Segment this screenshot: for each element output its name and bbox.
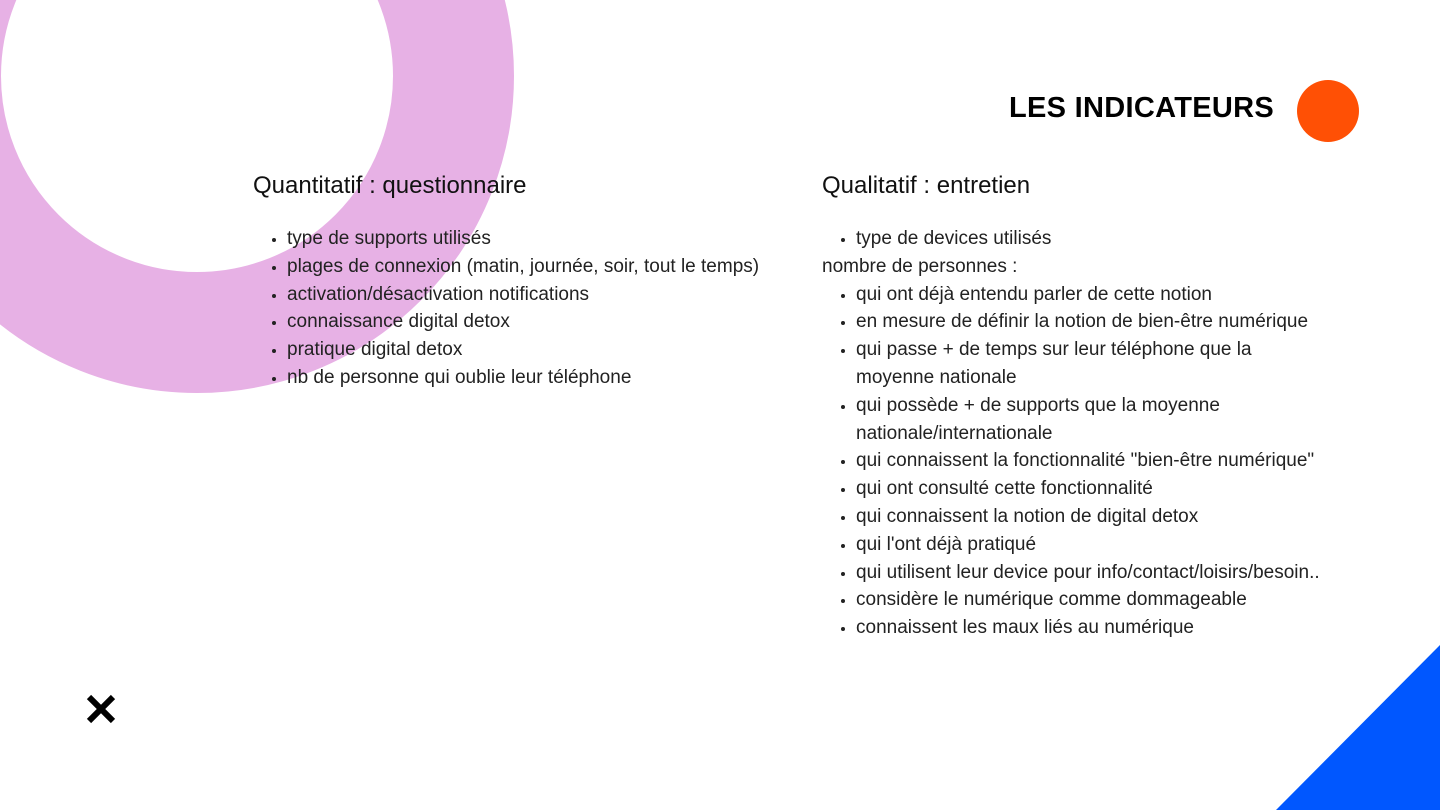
qualitative-heading: Qualitatif : entretien xyxy=(822,172,1031,199)
qualitative-list-people xyxy=(822,281,1322,642)
list-item: • pratique digital detox xyxy=(287,336,773,364)
list-item: • nb de personne qui oublie leur téléphone xyxy=(287,364,773,392)
list-item: • type de supports utilisés xyxy=(287,225,773,253)
list-item: • activation/désactivation notifications xyxy=(287,281,773,309)
list-item: • qui connaissent la notion de digital detox xyxy=(856,503,1322,531)
list-item: • qui possède + de supports que la moyenne nationale/internationale xyxy=(856,392,1322,448)
qualitative-list-devices xyxy=(822,225,1322,253)
list-item: • qui ont déjà entendu parler de cette notion xyxy=(856,281,1322,309)
orange-circle-decoration xyxy=(1297,80,1359,142)
list-item: • type de devices utilisés xyxy=(856,225,1322,253)
list-item: • en mesure de définir la notion de bien-être numérique xyxy=(856,308,1322,336)
page-title: LES INDICATEURS xyxy=(1009,92,1274,124)
list-item: • qui ont consulté cette fonctionnalité xyxy=(856,475,1322,503)
quantitative-column xyxy=(253,172,773,392)
list-item: • qui connaissent la fonctionnalité "bien-être numérique" xyxy=(856,447,1322,475)
list-item: • plages de connexion (matin, journée, soir, tout le temps) xyxy=(287,253,773,281)
quantitative-list xyxy=(253,225,773,392)
quantitative-heading: Quantitatif : questionnaire xyxy=(253,172,527,199)
list-item: • qui utilisent leur device pour info/contact/loisirs/besoin.. xyxy=(856,559,1322,587)
qualitative-column xyxy=(822,172,1322,642)
blue-triangle-decoration xyxy=(1276,645,1440,810)
list-item: • qui passe + de temps sur leur téléphone que la moyenne nationale xyxy=(856,336,1322,392)
x-icon xyxy=(84,692,118,726)
list-item: • qui l'ont déjà pratiqué xyxy=(856,531,1322,559)
list-item: • connaissance digital detox xyxy=(287,308,773,336)
list-item: • considère le numérique comme dommageable xyxy=(856,586,1322,614)
qualitative-subheading: nombre de personnes : xyxy=(822,255,1018,277)
list-item: • connaissent les maux liés au numérique xyxy=(856,614,1322,642)
